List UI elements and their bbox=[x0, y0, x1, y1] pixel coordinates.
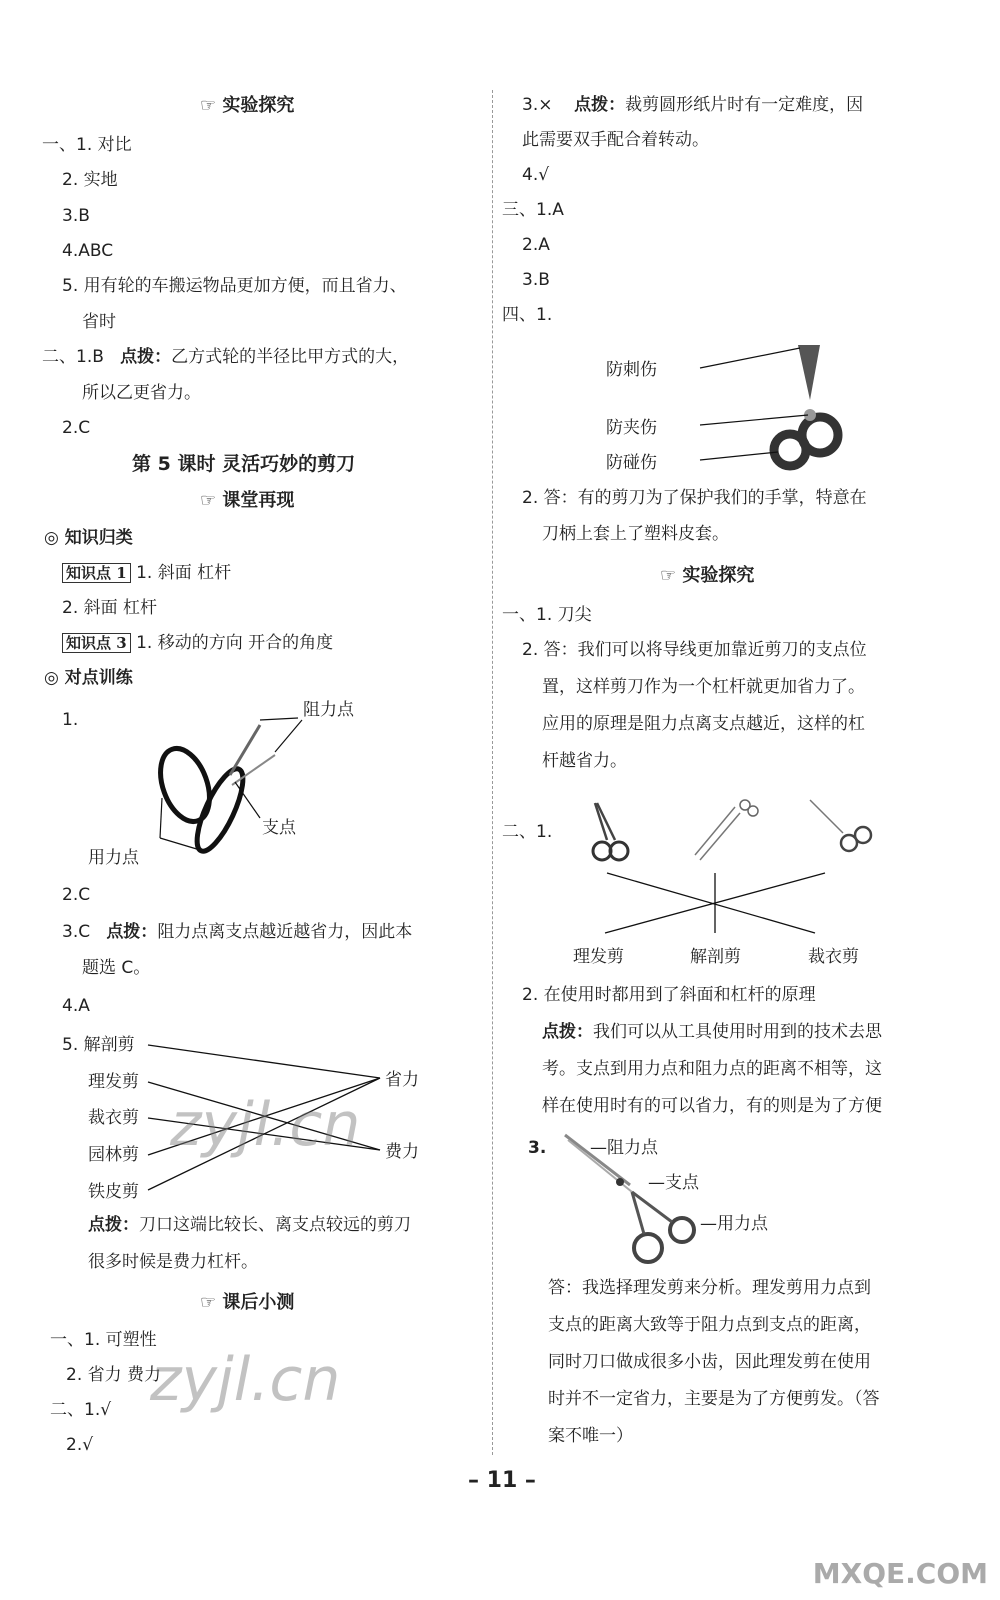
answer-line: 2. 答：有的剪刀为了保护我们的手掌，特意在 bbox=[522, 488, 867, 508]
answer-line: 3.B bbox=[522, 270, 550, 290]
answer-line: 3.C 点拨：阻力点离支点越近越省力，因此本 bbox=[62, 922, 413, 942]
sub-heading: ◎ 对点训练 bbox=[44, 668, 133, 688]
answer-line: 刀柄上套上了塑料皮套。 bbox=[542, 524, 729, 544]
knowledge-box: 知识点 3 bbox=[62, 633, 131, 653]
answer-line: 点拨：刀口这端比较长、离支点较远的剪刀 bbox=[88, 1215, 411, 1235]
label-fulcrum: —支点 bbox=[648, 1173, 699, 1193]
answer-line: 2.A bbox=[522, 235, 550, 255]
knowledge-box: 知识点 1 bbox=[62, 563, 131, 583]
answer-line: 三、1.A bbox=[502, 200, 564, 220]
answer-line: 四、1. bbox=[502, 305, 553, 325]
sub-heading: ◎ 知识归类 bbox=[44, 528, 133, 548]
answer-line: 2. 省力 费力 bbox=[66, 1365, 162, 1385]
section-heading-after-class: ☞ 课后小测 bbox=[200, 1292, 295, 1313]
answer-line: 2. 斜面 杠杆 bbox=[62, 598, 158, 618]
answer-line: 点拨：我们可以从工具使用时用到的技术去思 bbox=[542, 1022, 882, 1042]
answer-line: 二、1.B 点拨：乙方式轮的半径比甲方式的大， bbox=[42, 347, 410, 367]
label-effort-point: 用力点 bbox=[88, 848, 139, 868]
answer-line: 置，这样剪刀作为一个杠杆就更加省力了。 bbox=[542, 677, 865, 697]
answer-line: 样在使用时有的可以省力，有的则是为了方便 bbox=[542, 1096, 882, 1116]
match-target-save: 省力 bbox=[385, 1070, 419, 1090]
answer-line: 答：我选择理发剪来分析。理发剪用力点到 bbox=[548, 1278, 871, 1298]
scissors-matching-diagram bbox=[575, 795, 895, 945]
answer-line: 2.C bbox=[62, 418, 91, 438]
answer-line: 2.√ bbox=[66, 1435, 94, 1455]
answer-line: 省时 bbox=[82, 312, 116, 332]
answer-line: 二、1. bbox=[502, 822, 553, 842]
answer-line: 很多时候是费力杠杆。 bbox=[88, 1252, 258, 1272]
scissors-name: 解剖剪 bbox=[690, 947, 741, 967]
answer-line: 2.C bbox=[62, 885, 91, 905]
label-resistance-point: 阻力点 bbox=[303, 700, 354, 720]
section-heading-experiment-2: ☞ 实验探究 bbox=[660, 565, 755, 586]
watermark-text: zyjl.cn bbox=[170, 1090, 361, 1160]
answer-line: 3.× 点拨：裁剪圆形纸片时有一定难度，因 bbox=[522, 95, 864, 115]
match-item: 园林剪 bbox=[88, 1145, 139, 1165]
watermark-text: zyjl.cn bbox=[150, 1345, 341, 1415]
answer-line: 4.A bbox=[62, 996, 90, 1016]
page-number: – 11 – bbox=[468, 1468, 536, 1493]
answer-line: 知识点 1 1. 斜面 杠杆 bbox=[62, 563, 231, 583]
answer-line: 支点的距离大致等于阻力点到支点的距离， bbox=[548, 1315, 871, 1335]
corner-watermark: MXQE.COM bbox=[812, 1557, 988, 1590]
answer-line: 时并不一定省力，主要是为了方便剪发。（答 bbox=[548, 1389, 880, 1409]
match-item: 裁衣剪 bbox=[88, 1108, 139, 1128]
answer-line: 案不唯一） bbox=[548, 1426, 633, 1446]
answer-line: 2. 实地 bbox=[62, 170, 118, 190]
answer-line: 一、1. 对比 bbox=[42, 135, 132, 155]
answer-line: 所以乙更省力。 bbox=[82, 383, 201, 403]
answer-line: 一、1. 可塑性 bbox=[50, 1330, 157, 1350]
match-lead: 5. 解剖剪 bbox=[62, 1035, 135, 1055]
column-divider bbox=[492, 90, 493, 1455]
scissors-name: 裁衣剪 bbox=[808, 947, 859, 967]
answer-line: 3. bbox=[528, 1138, 547, 1158]
label-resistance-point: —阻力点 bbox=[590, 1138, 658, 1158]
answer-line: 3.B bbox=[62, 206, 90, 226]
answer-line: 此需要双手配合着转动。 bbox=[522, 130, 709, 150]
match-target-cost: 费力 bbox=[385, 1142, 419, 1162]
answer-line: 题选 C。 bbox=[82, 958, 151, 978]
label-anti-stab: 防刺伤 bbox=[606, 360, 657, 380]
answer-line: 知识点 3 1. 移动的方向 开合的角度 bbox=[62, 633, 333, 653]
answer-line: 2. 在使用时都用到了斜面和杠杆的原理 bbox=[522, 985, 816, 1005]
answer-line: 4.ABC bbox=[62, 241, 114, 261]
label-anti-bump: 防碰伤 bbox=[606, 453, 657, 473]
label-anti-pinch: 防夹伤 bbox=[606, 418, 657, 438]
answer-line: 5. 用有轮的车搬运物品更加方便，而且省力、 bbox=[62, 276, 407, 296]
section-heading-class: ☞ 课堂再现 bbox=[200, 490, 295, 511]
section-heading-experiment: ☞ 实验探究 bbox=[200, 95, 295, 116]
scissors-name: 理发剪 bbox=[573, 947, 624, 967]
label-effort-point: —用力点 bbox=[700, 1214, 768, 1234]
answer-line: 应用的原理是阻力点离支点越近，这样的杠 bbox=[542, 714, 865, 734]
answer-line: 2. 答：我们可以将导线更加靠近剪刀的支点位 bbox=[522, 640, 867, 660]
answer-line: 一、1. 刀尖 bbox=[502, 605, 592, 625]
label-fulcrum: 支点 bbox=[262, 818, 296, 838]
lesson-title: 第 5 课时 灵活巧妙的剪刀 bbox=[132, 453, 356, 475]
answer-line: 考。支点到用力点和阻力点的距离不相等，这 bbox=[542, 1059, 882, 1079]
safety-scissors-diagram bbox=[660, 340, 860, 480]
answer-line: 二、1.√ bbox=[50, 1400, 112, 1420]
answer-line: 1. bbox=[62, 710, 79, 730]
match-item: 理发剪 bbox=[88, 1072, 139, 1092]
answer-line: 4.√ bbox=[522, 165, 550, 185]
answer-line: 杆越省力。 bbox=[542, 751, 627, 771]
answer-line: 同时刀口做成很多小齿，因此理发剪在使用 bbox=[548, 1352, 871, 1372]
match-item: 铁皮剪 bbox=[88, 1182, 139, 1202]
